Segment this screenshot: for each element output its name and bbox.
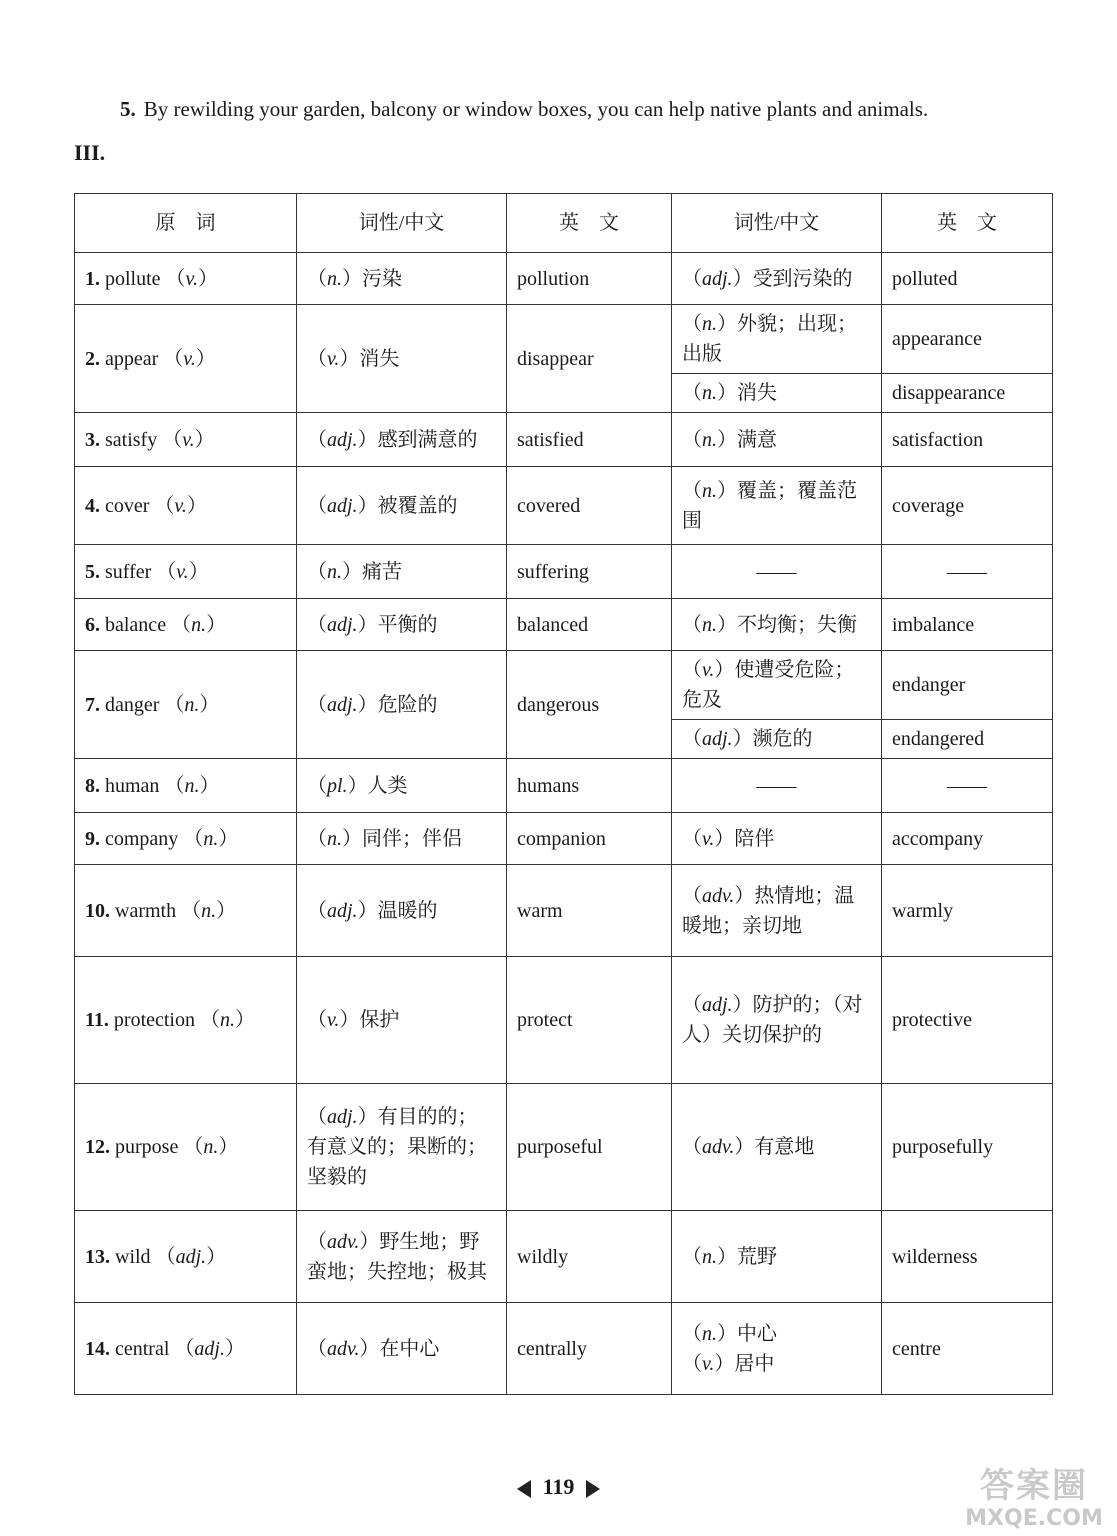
derived-pos-chinese-cell: （v.）消失 — [297, 305, 507, 413]
part-of-speech: n. — [702, 313, 717, 335]
exercise-sentence — [120, 94, 1080, 124]
chinese-meaning: 温暖的 — [377, 899, 438, 922]
derived-pos-chinese-cell: （adj.）感到满意的 — [297, 413, 507, 467]
vocabulary-table — [74, 193, 1053, 1395]
original-word-cell: 8. human （n.） — [75, 759, 297, 813]
form-pos-chinese-cell: （adj.）防护的；（对人）关切保护的 — [672, 957, 882, 1084]
form-pos-chinese-cell: （v.）陪伴 — [672, 813, 882, 865]
page-right-arrow-icon — [586, 1480, 600, 1498]
row-number: 4. — [85, 494, 100, 517]
form-english-cell: accompany — [882, 813, 1053, 865]
row-number: 3. — [85, 428, 100, 451]
row-number: 12. — [85, 1136, 110, 1158]
part-of-speech: n. — [702, 382, 717, 404]
form-pos-chinese-cell: （n.）不均衡；失衡 — [672, 599, 882, 651]
page-number — [0, 1474, 1117, 1500]
chinese-meaning: 热情地；温暖地；亲切地 — [682, 884, 855, 937]
original-word-cell: 9. company （n.） — [75, 813, 297, 865]
chinese-meaning: 不均衡；失衡 — [737, 613, 857, 636]
header-pos-chinese-1: 词性/中文 — [297, 194, 507, 253]
part-of-speech: adj. — [702, 994, 733, 1016]
form-pos-chinese-cell: （n.）满意 — [672, 413, 882, 467]
chinese-meaning: 外貌；出现；出版 — [682, 313, 857, 365]
form-english-cell: purposefully — [882, 1084, 1053, 1211]
derived-pos-chinese-cell: （adj.）温暖的 — [297, 865, 507, 957]
table-row — [75, 651, 1053, 720]
derived-english-cell: disappear — [507, 305, 672, 413]
table-row — [75, 813, 1053, 865]
page-number-text: 119 — [542, 1474, 575, 1499]
derived-pos-chinese-cell: （adv.）野生地；野蛮地；失控地；极其 — [297, 1211, 507, 1303]
original-pos: n. — [191, 613, 207, 636]
original-word: suffer — [105, 560, 152, 583]
original-word-cell: 10. warmth （n.） — [75, 865, 297, 957]
original-word-cell: 5. suffer （v.） — [75, 545, 297, 599]
chinese-meaning: 野生地；野蛮地；失控地；极其 — [307, 1230, 487, 1283]
row-number: 11. — [85, 1009, 109, 1031]
chinese-meaning: 覆盖；覆盖范围 — [682, 479, 857, 532]
empty-dash-cell: —— — [882, 545, 1053, 599]
sentence-text: By rewilding your garden, balcony or window boxes, you can help native plants and animals. — [143, 97, 929, 121]
form-pos-chinese-cell: （v.）使遭受危险；危及 — [672, 651, 882, 720]
original-pos: v. — [185, 267, 198, 290]
original-word: protection — [113, 1009, 195, 1031]
form-pos-chinese-cell: （n.）荒野 — [672, 1211, 882, 1303]
row-number: 9. — [85, 827, 100, 850]
original-word-cell: 11. protection （n.） — [75, 957, 297, 1084]
form-english-cell: wilderness — [882, 1211, 1053, 1303]
table-row — [75, 1211, 1053, 1303]
derived-english-cell: wildly — [507, 1211, 672, 1303]
chinese-meaning: 痛苦 — [362, 560, 402, 583]
part-of-speech: v. — [327, 347, 340, 370]
original-word-cell: 7. danger （n.） — [75, 651, 297, 759]
header-original-word: 原 词 — [75, 194, 297, 253]
original-word: appear — [105, 347, 159, 370]
header-pos-chinese-2: 词性/中文 — [672, 194, 882, 253]
section-heading: III. — [74, 140, 106, 165]
part-of-speech: n. — [702, 1245, 717, 1268]
chinese-meaning: 中心 — [737, 1322, 777, 1345]
chinese-meaning: 有目的的；有意义的；果断的；坚毅的 — [307, 1106, 487, 1188]
part-of-speech: adj. — [702, 728, 733, 750]
original-pos: n. — [203, 827, 219, 850]
chinese-meaning: 使遭受危险；危及 — [682, 659, 855, 711]
original-pos: adj. — [194, 1337, 225, 1360]
derived-pos-chinese-cell: （adj.）有目的的；有意义的；果断的；坚毅的 — [297, 1084, 507, 1211]
derived-pos-chinese-cell: （pl.）人类 — [297, 759, 507, 813]
part-of-speech: n. — [702, 1322, 717, 1345]
form-pos-chinese-cell: （n.）覆盖；覆盖范围 — [672, 467, 882, 545]
part-of-speech: adj. — [327, 1106, 358, 1128]
derived-english-cell: dangerous — [507, 651, 672, 759]
part-of-speech: adj. — [327, 613, 358, 636]
row-number: 14. — [85, 1337, 110, 1360]
derived-pos-chinese-cell: （n.）同伴；伴侣 — [297, 813, 507, 865]
chinese-meaning: 平衡的 — [377, 613, 438, 636]
derived-english-cell: protect — [507, 957, 672, 1084]
part-of-speech: v. — [702, 1352, 715, 1375]
original-word-cell: 3. satisfy （v.） — [75, 413, 297, 467]
form-english-cell: coverage — [882, 467, 1053, 545]
row-number: 5. — [85, 560, 100, 583]
original-word-cell: 2. appear （v.） — [75, 305, 297, 413]
chinese-meaning: 人类 — [367, 774, 408, 797]
chinese-meaning: 消失 — [737, 382, 777, 404]
original-pos: adj. — [175, 1245, 207, 1268]
part-of-speech: n. — [327, 827, 342, 850]
chinese-meaning: 保护 — [359, 1009, 400, 1031]
derived-english-cell: suffering — [507, 545, 672, 599]
chinese-meaning: 消失 — [359, 347, 400, 370]
table-row — [75, 1303, 1053, 1395]
derived-english-cell: companion — [507, 813, 672, 865]
original-word-cell: 4. cover （v.） — [75, 467, 297, 545]
derived-english-cell: balanced — [507, 599, 672, 651]
chinese-meaning: 陪伴 — [734, 827, 775, 850]
table-row — [75, 1084, 1053, 1211]
table-row — [75, 545, 1053, 599]
original-word-cell: 12. purpose （n.） — [75, 1084, 297, 1211]
table-row — [75, 599, 1053, 651]
header-english-1: 英 文 — [507, 194, 672, 253]
form-english-cell: appearance — [882, 305, 1053, 374]
form-english-cell: endanger — [882, 651, 1053, 720]
derived-english-cell: warm — [507, 865, 672, 957]
chinese-meaning: 被覆盖的 — [377, 494, 458, 517]
watermark-logo — [959, 1466, 1109, 1532]
original-word: cover — [105, 494, 150, 517]
chinese-meaning: 有意地 — [754, 1136, 815, 1158]
part-of-speech: v. — [702, 659, 715, 681]
original-word: central — [115, 1337, 170, 1360]
original-word: danger — [105, 693, 160, 716]
original-word: pollute — [105, 267, 161, 290]
original-pos: n. — [184, 693, 200, 716]
form-english-cell: centre — [882, 1303, 1053, 1395]
form-pos-chinese-cell: （adj.）受到污染的 — [672, 253, 882, 305]
empty-dash-cell: —— — [882, 759, 1053, 813]
part-of-speech: adv. — [702, 1136, 735, 1158]
part-of-speech: n. — [702, 479, 717, 502]
watermark-brand: 答案圈 — [980, 1466, 1088, 1506]
original-word: balance — [105, 613, 167, 636]
page-left-arrow-icon — [517, 1480, 531, 1498]
table-row — [75, 413, 1053, 467]
derived-english-cell: satisfied — [507, 413, 672, 467]
original-word: company — [105, 827, 179, 850]
header-english-2: 英 文 — [882, 194, 1053, 253]
part-of-speech: v. — [327, 1009, 340, 1031]
form-pos-chinese-cell: （adv.）有意地 — [672, 1084, 882, 1211]
row-number: 10. — [85, 899, 110, 922]
form-pos-chinese-cell: （n.）中心 （v.）居中 — [672, 1303, 882, 1395]
derived-english-cell: humans — [507, 759, 672, 813]
row-number: 2. — [85, 347, 100, 370]
part-of-speech: v. — [702, 827, 715, 850]
row-number: 13. — [85, 1245, 110, 1268]
row-number: 7. — [85, 693, 100, 716]
derived-english-cell: pollution — [507, 253, 672, 305]
original-pos: v. — [174, 494, 187, 517]
chinese-meaning: 居中 — [734, 1352, 775, 1375]
chinese-meaning: 危险的 — [377, 693, 438, 716]
sentence-number: 5. — [120, 97, 136, 121]
table-row — [75, 957, 1053, 1084]
original-word-cell: 13. wild （adj.） — [75, 1211, 297, 1303]
form-english-cell: protective — [882, 957, 1053, 1084]
part-of-speech: n. — [327, 267, 342, 290]
table-row — [75, 305, 1053, 374]
original-word-cell: 1. pollute （v.） — [75, 253, 297, 305]
original-pos: v. — [182, 428, 195, 451]
original-pos: n. — [203, 1136, 219, 1158]
derived-english-cell: purposeful — [507, 1084, 672, 1211]
part-of-speech: n. — [702, 428, 717, 451]
original-pos: v. — [176, 560, 189, 583]
empty-dash-cell: —— — [672, 759, 882, 813]
original-word-cell: 14. central （adj.） — [75, 1303, 297, 1395]
chinese-meaning: 同伴；伴侣 — [362, 827, 462, 850]
chinese-meaning: 在中心 — [379, 1337, 440, 1360]
original-word: purpose — [115, 1136, 179, 1158]
chinese-meaning: 防护的；（对人）关切保护的 — [682, 994, 863, 1046]
form-english-cell: satisfaction — [882, 413, 1053, 467]
original-word: warmth — [115, 899, 177, 922]
table-body — [75, 253, 1053, 1395]
part-of-speech: adv. — [327, 1337, 360, 1360]
part-of-speech: adj. — [702, 267, 733, 290]
original-pos: n. — [220, 1009, 235, 1031]
part-of-speech: pl. — [327, 774, 348, 797]
part-of-speech: adj. — [327, 693, 358, 716]
table-row — [75, 759, 1053, 813]
form-english-cell: imbalance — [882, 599, 1053, 651]
row-number: 6. — [85, 613, 100, 636]
part-of-speech: adj. — [327, 428, 358, 451]
form-pos-chinese-cell: （n.）消失 — [672, 374, 882, 413]
derived-pos-chinese-cell: （adj.）危险的 — [297, 651, 507, 759]
derived-english-cell: centrally — [507, 1303, 672, 1395]
table-row — [75, 865, 1053, 957]
table-header-row — [75, 194, 1053, 253]
derived-pos-chinese-cell: （n.）痛苦 — [297, 545, 507, 599]
part-of-speech: adv. — [702, 884, 735, 907]
chinese-meaning: 感到满意的 — [377, 428, 478, 451]
derived-pos-chinese-cell: （adj.）被覆盖的 — [297, 467, 507, 545]
table-row — [75, 467, 1053, 545]
original-word: satisfy — [105, 428, 158, 451]
row-number: 1. — [85, 267, 100, 290]
form-pos-chinese-cell: （n.）外貌；出现；出版 — [672, 305, 882, 374]
table-row — [75, 253, 1053, 305]
part-of-speech: n. — [327, 560, 342, 583]
chinese-meaning: 受到污染的 — [752, 267, 853, 290]
form-english-cell: endangered — [882, 720, 1053, 759]
original-word: wild — [115, 1245, 151, 1268]
part-of-speech: adv. — [327, 1230, 360, 1253]
part-of-speech: adj. — [327, 494, 358, 517]
form-english-cell: polluted — [882, 253, 1053, 305]
form-english-cell: disappearance — [882, 374, 1053, 413]
empty-dash-cell: —— — [672, 545, 882, 599]
original-word: human — [105, 774, 160, 797]
chinese-meaning: 污染 — [362, 267, 402, 290]
part-of-speech: n. — [702, 613, 717, 636]
row-number: 8. — [85, 774, 100, 797]
derived-pos-chinese-cell: （adj.）平衡的 — [297, 599, 507, 651]
watermark-url: MXQE.COM — [965, 1506, 1103, 1531]
form-english-cell: warmly — [882, 865, 1053, 957]
original-pos: n. — [184, 774, 200, 797]
part-of-speech: adj. — [327, 899, 358, 922]
derived-english-cell: covered — [507, 467, 672, 545]
derived-pos-chinese-cell: （adv.）在中心 — [297, 1303, 507, 1395]
original-pos: v. — [183, 347, 196, 370]
original-pos: n. — [201, 899, 217, 922]
form-pos-chinese-cell: （adj.）濒危的 — [672, 720, 882, 759]
original-word-cell: 6. balance （n.） — [75, 599, 297, 651]
chinese-meaning: 荒野 — [737, 1245, 777, 1268]
chinese-meaning: 濒危的 — [752, 728, 813, 750]
chinese-meaning: 满意 — [737, 428, 777, 451]
derived-pos-chinese-cell: （v.）保护 — [297, 957, 507, 1084]
derived-pos-chinese-cell: （n.）污染 — [297, 253, 507, 305]
form-pos-chinese-cell: （adv.）热情地；温暖地；亲切地 — [672, 865, 882, 957]
